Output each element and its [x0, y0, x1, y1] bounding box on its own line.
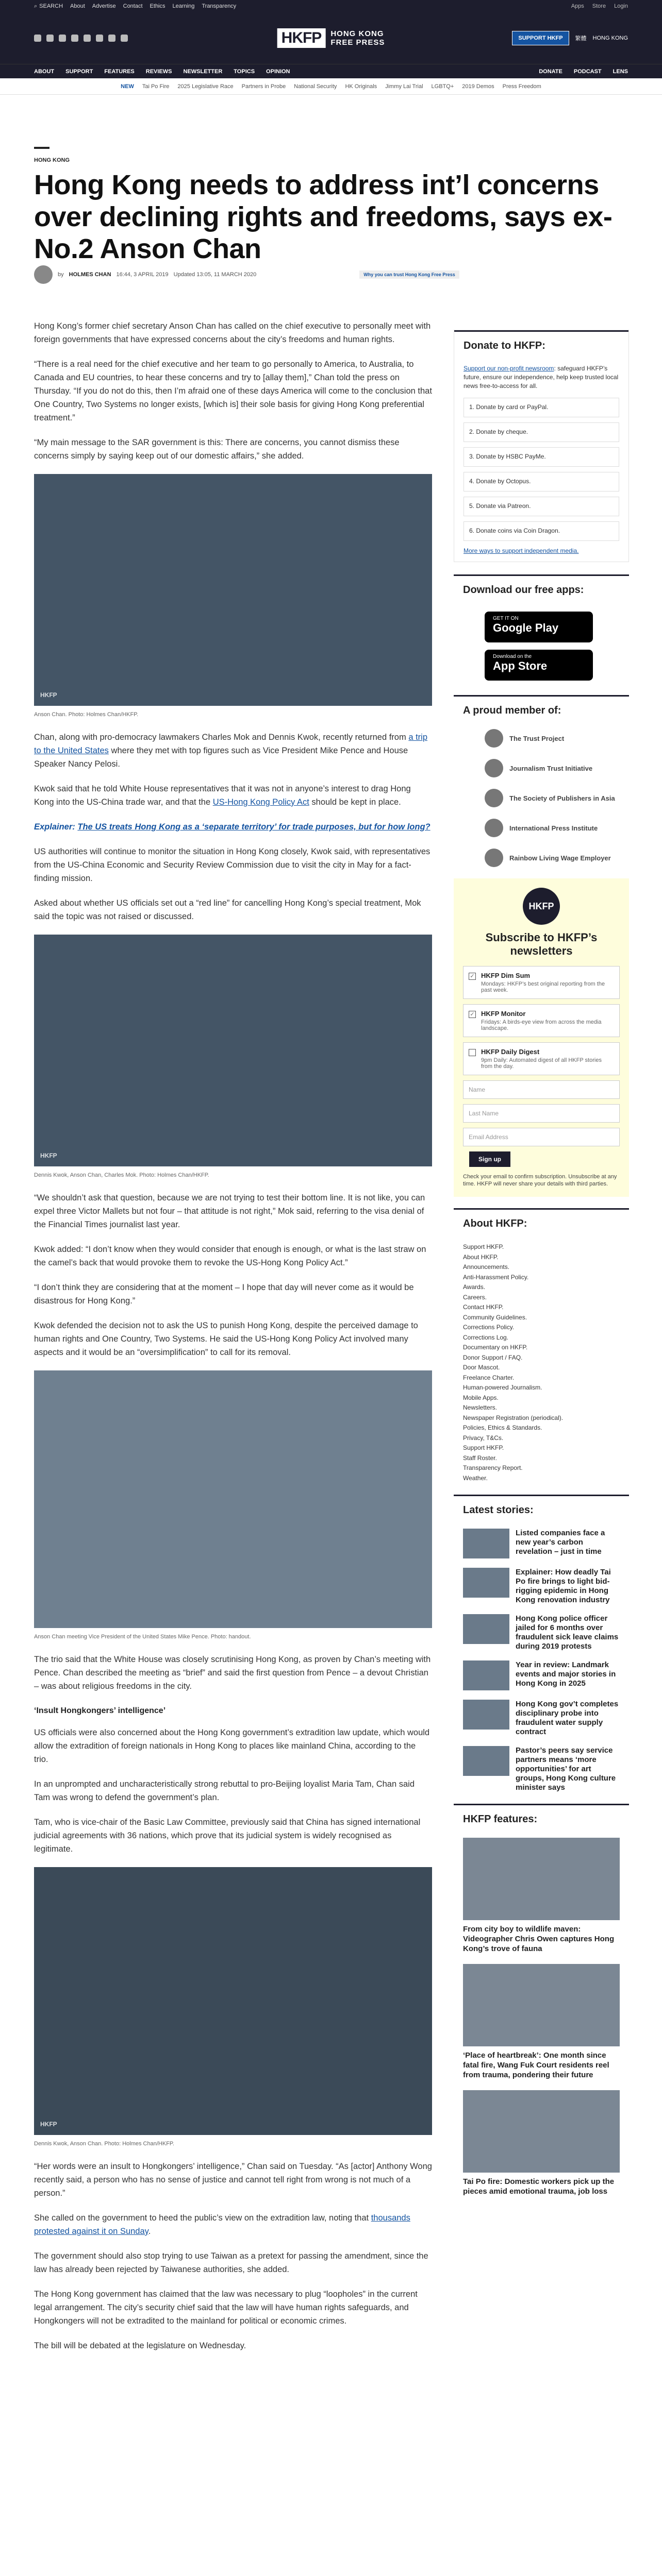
support-hkfp-button[interactable]: SUPPORT HKFP: [512, 31, 569, 45]
widget-title: Donate to HKFP:: [454, 330, 628, 360]
donate-option[interactable]: 3. Donate by HSBC PayMe.: [464, 447, 619, 467]
author-name[interactable]: HOLMES CHAN: [69, 272, 111, 278]
story-item[interactable]: Pastor’s peers say service partners means ‘more opportunities’ for art groups, Hong Kong culture minister says: [463, 1746, 620, 1792]
mail-icon[interactable]: [108, 35, 115, 42]
category-rule: [34, 147, 49, 149]
paragraph: “There is a real need for the chief executive and her team to go personally to America, to Australia, to Canada and EU countries, to hear these concerns and try to [allay them],” Chan told the press on Thursday. “If you do not do this, then I’m afraid one of these days America will come to the conclusion that One Country, Two Systems no longer exists, [which is] their sole basis for giving Hong Kong preferential treatment.”: [34, 360, 432, 422]
topbar-link-apps[interactable]: Apps: [571, 3, 584, 9]
donate-option[interactable]: 2. Donate by cheque.: [464, 422, 619, 442]
subheading: ‘Insult Hongkongers’ intelligence’: [34, 1706, 166, 1715]
explainer: Explainer: The US treats Hong Kong as a ‘separate territory’ for trade purposes, but for how long?: [34, 822, 431, 832]
name-field[interactable]: Name: [463, 1080, 620, 1099]
about-link[interactable]: Community Guidelines.: [463, 1313, 527, 1321]
photo-caption: Anson Chan. Photo: Holmes Chan/HKFP.: [34, 711, 139, 718]
paragraph: Kwok added: “I don’t know when they would consider that enough is enough, or what is the last straw on the camel’s back that would provoke them to revoke the US-Hong Kong Policy Act.”: [34, 1245, 426, 1267]
about-link[interactable]: Awards.: [463, 1283, 486, 1291]
x-twitter-icon[interactable]: [46, 35, 54, 42]
nav-newsletter[interactable]: NEWSLETTER: [183, 68, 223, 75]
search-button[interactable]: ⌕ SEARCH: [34, 3, 63, 9]
support-newsroom-link[interactable]: Support our non-profit newsroom: [464, 365, 554, 372]
trending-item[interactable]: Tai Po Fire: [142, 83, 170, 90]
newsletter-logo: HKFP: [523, 888, 560, 925]
nav-opinion[interactable]: OPINION: [266, 68, 290, 75]
article-body: [34, 319, 432, 2364]
inline-link[interactable]: a trip to the United States: [34, 733, 427, 755]
about-link[interactable]: Announcements.: [463, 1263, 510, 1270]
story-thumbnail: [463, 1746, 509, 1776]
about-link[interactable]: Corrections Log.: [463, 1333, 509, 1341]
paragraph: “Her words were an insult to Hongkongers’ intelligence,” Chan said on Tuesday. “As [actor] Anthony Wong recently said, a person who has no sense of justice and cannot tell right from wrong is not much of a person.”: [34, 2162, 432, 2198]
story-thumbnail: [463, 1700, 509, 1730]
feature-item[interactable]: From city boy to wildlife maven: Videographer Chris Owen captures Hong Kong’s trove of fauna: [463, 1838, 620, 1954]
member-jti[interactable]: Journalism Trust Initiative: [485, 759, 629, 777]
rainbow-logo: [485, 849, 503, 867]
topbar-link-login[interactable]: Login: [614, 3, 628, 9]
signup-button[interactable]: Sign up: [469, 1151, 510, 1167]
article-title: Hong Kong needs to address int’l concerns over declining rights and freedoms, says ex-No.2 Anson Chan: [34, 170, 613, 264]
feature-image: [463, 1838, 620, 1920]
article-category[interactable]: HONG KONG: [34, 157, 70, 163]
member-sopa[interactable]: The Society of Publishers in Asia: [485, 789, 629, 807]
ipi-logo: [485, 819, 503, 837]
checkbox[interactable]: ✓: [469, 1011, 476, 1018]
article-photo[interactable]: [34, 1370, 432, 1628]
paragraph: US authorities will continue to monitor the situation in Hong Kong closely, Kwok said, with representatives from the US-China Economic and Security Review Commission due to visit the city in May for a fact-finding mission.: [34, 847, 431, 883]
topbar-link-learning[interactable]: Learning: [172, 3, 195, 9]
paragraph: US officials were also concerned about the Hong Kong government’s extradition law update, which would allow the extradition of foreign nationals in Hong Kong to places like mainland China, according to the trio.: [34, 1728, 430, 1764]
photo-caption: Anson Chan meeting Vice President of the United States Mike Pence. Photo: handout.: [34, 1634, 251, 1640]
topbar-link-contact[interactable]: Contact: [123, 3, 143, 9]
about-link[interactable]: Privacy, T&Cs.: [463, 1434, 504, 1442]
paragraph: Kwok defended the decision not to ask the US to punish Hong Kong, despite the perceived damage to human rights and One Country, Two Systems. He said the US-Hong Kong Policy Act involved many aspects and it would be an “oversimplification” to call for its removal.: [34, 1321, 418, 1357]
social-links: [34, 35, 128, 42]
story-item[interactable]: Hong Kong police officer jailed for 6 months over fraudulent sick leave claims during 2019 protests: [463, 1614, 620, 1651]
donate-option[interactable]: 6. Donate coins via Coin Dragon.: [464, 521, 619, 541]
nav-features[interactable]: FEATURES: [104, 68, 135, 75]
trending-bar: [0, 78, 662, 95]
region-label: HONG KONG: [592, 35, 628, 41]
logo-mark: HKFP: [277, 28, 326, 48]
paragraph: “I don’t think they are considering that at the moment – I hope that day will never come as it would be disastrous for Hong Kong.”: [34, 1283, 414, 1306]
story-thumbnail: [463, 1568, 509, 1598]
about-link[interactable]: Newspaper Registration (periodical).: [463, 1414, 564, 1421]
topbar-link-transparency[interactable]: Transparency: [202, 3, 237, 9]
trending-item[interactable]: HK Originals: [345, 83, 377, 90]
trending-item[interactable]: Jimmy Lai Trial: [385, 83, 423, 90]
about-link[interactable]: Corrections Policy.: [463, 1324, 515, 1331]
about-link[interactable]: Weather.: [463, 1474, 488, 1482]
nav-topics[interactable]: TOPICS: [234, 68, 255, 75]
widget-title: Latest stories:: [454, 1495, 629, 1524]
trust-project-logo: [485, 729, 503, 748]
donate-widget: Donate to HKFP: Support our non-profit newsroom: safeguard HKFP’s future, ensure our independence, help keep trusted local news free-to-access for all. 1. Donate by card or PayPal. 2. Donate by cheque. 3. Donate by HSBC PayMe. 4. Donate by Octopus. 5. Donate via Patreon. 6. Donate coins via Coin Dragon. More ways to support independent media.: [454, 330, 629, 562]
feature-item[interactable]: Tai Po fire: Domestic workers pick up the pieces amid emotional trauma, job loss: [463, 2090, 620, 2196]
paragraph: The Hong Kong government has claimed that the law was necessary to plug “loopholes” in the current legal arrangement. The city’s security chief said that the law will have human rights safeguards, and Hongkongers will not be extradited to the mainland for political or economic crimes.: [34, 2290, 418, 2326]
topbar-link-about[interactable]: About: [70, 3, 85, 9]
paragraph: She called on the government to heed the public’s view on the extradition law, noting that thousands protested against it on Sunday.: [34, 2213, 410, 2236]
nav-reviews[interactable]: REVIEWS: [145, 68, 172, 75]
about-link[interactable]: Careers.: [463, 1293, 487, 1301]
nav-podcast[interactable]: PODCAST: [573, 68, 602, 75]
memberships-widget: [454, 695, 629, 867]
topbar-link-store[interactable]: Store: [592, 3, 606, 9]
paragraph: Tam, who is vice-chair of the Basic Law Committee, previously said that China has signed international judicial agreements with 36 nations, which prove that its judicial system is widely recognised as legitimate.: [34, 1818, 421, 1854]
instagram-icon[interactable]: [59, 35, 66, 42]
about-link[interactable]: Human-powered Journalism.: [463, 1384, 542, 1391]
paragraph: Asked about whether US officials set out a “red line” for cancelling Hong Kong’s special treatment, Mok said the topic was not raised or discussed.: [34, 899, 421, 921]
nav-about[interactable]: ABOUT: [34, 68, 55, 75]
latest-stories-widget: [454, 1495, 629, 1792]
inline-link[interactable]: US-Hong Kong Policy Act: [212, 798, 309, 807]
nav-support[interactable]: SUPPORT: [65, 68, 93, 75]
about-link[interactable]: Support HKFP.: [463, 1444, 504, 1451]
about-link[interactable]: Newsletters.: [463, 1404, 498, 1411]
nav-donate[interactable]: DONATE: [539, 68, 562, 75]
telegram-icon[interactable]: [96, 35, 103, 42]
newsletter-widget: [454, 878, 629, 1197]
checkbox[interactable]: [469, 1049, 476, 1056]
about-link[interactable]: Staff Roster.: [463, 1454, 497, 1462]
about-link[interactable]: Mobile Apps.: [463, 1394, 499, 1401]
paragraph: Kwok said that he told White House representatives that it was not in anyone’s interest to drag Hong Kong into the US-China trade war, and that the US-Hong Kong Policy Act should be kept in place.: [34, 784, 411, 807]
paragraph: “We shouldn’t ask that question, because we are not trying to test their bottom line. It is not like, you can expel three Victor Mallets but not four – that attitude is not right,” Mok said, referring to the visa denial of the Financial Times journalist last year.: [34, 1193, 425, 1229]
article-photo[interactable]: HKFP: [34, 474, 432, 706]
google-play-button[interactable]: GET IT ON Google Play: [485, 612, 593, 642]
inline-link[interactable]: thousands protested against it on Sunday: [34, 2213, 410, 2236]
about-link[interactable]: Support HKFP.: [463, 1243, 504, 1250]
feature-image: [463, 2090, 620, 2173]
donate-option[interactable]: 4. Donate by Octopus.: [464, 472, 619, 492]
about-link[interactable]: Donor Support / FAQ.: [463, 1353, 523, 1361]
trust-banner[interactable]: Why you can trust Hong Kong Free Press: [359, 270, 459, 279]
main-nav: [0, 64, 662, 78]
about-link[interactable]: Freelance Charter.: [463, 1374, 515, 1381]
trending-item[interactable]: 2025 Legislative Race: [177, 83, 234, 90]
topbar-link-ethics[interactable]: Ethics: [150, 3, 166, 9]
paragraph: In an unprompted and uncharacteristically strong rebuttal to pro-Beijing loyalist Maria Tam, Chan said Tam was wrong to defend the government’s plan.: [34, 1780, 415, 1802]
trending-item[interactable]: LGBTQ+: [431, 83, 454, 90]
about-link[interactable]: Policies, Ethics & Standards.: [463, 1424, 542, 1431]
photo-caption: Dennis Kwok, Anson Chan, Charles Mok. Photo: Holmes Chan/HKFP.: [34, 1172, 209, 1178]
story-thumbnail: [463, 1614, 509, 1644]
story-item[interactable]: Listed companies face a new year’s carbon revelation – just in time: [463, 1529, 620, 1558]
checkbox[interactable]: ✓: [469, 973, 476, 980]
widget-title: A proud member of:: [454, 695, 629, 725]
widget-title: HKFP features:: [454, 1804, 629, 1834]
article-photo[interactable]: HKFP: [34, 935, 432, 1166]
trending-new-label: NEW: [121, 83, 134, 90]
paragraph: The government should also stop trying to use Taiwan as a pretext for passing the amendment, since the law has already been rejected by Taiwanese authorities, she added.: [34, 2251, 428, 2274]
facebook-icon[interactable]: [34, 35, 41, 42]
newsletter-fineprint: Check your email to confirm subscription. Unsubscribe at any time. HKFP will never share your details with third parties.: [463, 1174, 617, 1187]
app-store-button[interactable]: Download on the App Store: [485, 650, 593, 681]
paragraph: Hong Kong’s former chief secretary Anson Chan has called on the chief executive to personally meet with foreign governments that have expressed concerns about the city’s freedoms and human rights.: [34, 321, 431, 344]
about-link[interactable]: Documentary on HKFP.: [463, 1344, 528, 1351]
updated-date: Updated 13:05, 11 MARCH 2020: [173, 272, 257, 278]
story-thumbnail: [463, 1660, 509, 1690]
paragraph: The bill will be debated at the legislature on Wednesday.: [34, 2341, 246, 2350]
member-rainbow[interactable]: Rainbow Living Wage Employer: [485, 849, 629, 867]
story-thumbnail: [463, 1529, 509, 1558]
member-trust-project[interactable]: The Trust Project: [485, 729, 629, 748]
apps-widget: [454, 574, 629, 681]
trending-item[interactable]: Press Freedom: [502, 83, 541, 90]
about-link[interactable]: About HKFP.: [463, 1253, 499, 1261]
newsletter-option[interactable]: ✓ HKFP Monitor Fridays: A birds-eye view from across the media landscape.: [463, 1004, 620, 1037]
top-utility-bar: [0, 0, 662, 12]
features-widget: [454, 1804, 629, 2196]
byline: by HOLMES CHAN 16:44, 3 APRIL 2019 Updated 13:05, 11 MARCH 2020 Why you can trust Hong Kong Free Press: [34, 265, 459, 284]
youtube-icon[interactable]: [84, 35, 91, 42]
paragraph: Chan, along with pro-democracy lawmakers Charles Mok and Dennis Kwok, recently returned from a trip to the United States where they met with top figures such as Vice President Mike Pence and House Speaker Nancy Pelosi.: [34, 733, 427, 769]
last-name-field[interactable]: Last Name: [463, 1104, 620, 1123]
trending-item[interactable]: Partners in Probe: [241, 83, 286, 90]
about-widget: [454, 1208, 629, 1483]
more-ways-link[interactable]: More ways to support independent media.: [464, 547, 579, 554]
photo-caption: Dennis Kwok, Anson Chan. Photo: Holmes Chan/HKFP.: [34, 2141, 174, 2147]
about-link[interactable]: Transparency Report.: [463, 1464, 523, 1471]
story-item[interactable]: Explainer: How deadly Tai Po fire brings to light bid-rigging epidemic in Hong Kong renovation industry: [463, 1568, 620, 1605]
trending-item[interactable]: 2019 Demos: [462, 83, 494, 90]
newsletter-title: Subscribe to HKFP’s newsletters: [485, 931, 598, 957]
about-link[interactable]: Anti-Harassment Policy.: [463, 1273, 529, 1281]
feature-image: [463, 1964, 620, 2046]
jti-logo: [485, 759, 503, 777]
email-field[interactable]: Email Address: [463, 1128, 620, 1146]
newsletter-option[interactable]: HKFP Daily Digest 9pm Daily: Automated digest of all HKFP stories from the day.: [463, 1042, 620, 1075]
paragraph: The trio said that the White House was closely scrutinising Hong Kong, as proven by Chan’s meeting with Pence. Chan described the meeting as “brief” and said the first question from Pence – a devout Christian – was about religious freedoms in the city.: [34, 1655, 431, 1691]
story-item[interactable]: Hong Kong gov’t completes disciplinary probe into fraudulent water supply contract: [463, 1700, 620, 1737]
sopa-logo: [485, 789, 503, 807]
publish-date: 16:44, 3 APRIL 2019: [116, 272, 169, 278]
member-ipi[interactable]: International Press Institute: [485, 819, 629, 837]
site-header: [0, 12, 662, 64]
site-logo[interactable]: [277, 28, 385, 48]
widget-title: Download our free apps:: [454, 574, 629, 604]
article-photo[interactable]: HKFP: [34, 1867, 432, 2135]
rss-icon[interactable]: [121, 35, 128, 42]
language-switch[interactable]: 繁體: [575, 36, 587, 42]
paragraph: “My main message to the SAR government is this: There are concerns, you cannot dismiss these concerns simply by saying keep out of our domestic affairs,” she added.: [34, 438, 400, 461]
nav-lens[interactable]: LENS: [613, 68, 628, 75]
sidebar: [454, 330, 629, 2207]
widget-title: About HKFP:: [454, 1208, 629, 1238]
trending-item[interactable]: National Security: [294, 83, 337, 90]
about-link[interactable]: Door Mascot.: [463, 1364, 500, 1371]
donate-option[interactable]: 5. Donate via Patreon.: [464, 497, 619, 516]
topbar-link-advertise[interactable]: Advertise: [92, 3, 116, 9]
search-icon: ⌕: [34, 3, 38, 9]
logo-text: HONG KONG FREE PRESS: [330, 29, 385, 47]
feature-item[interactable]: ‘Place of heartbreak’: One month since fatal fire, Wang Fuk Court residents reel from trauma, pondering their future: [463, 1964, 620, 2080]
newsletter-option[interactable]: ✓ HKFP Dim Sum Mondays: HKFP’s best original reporting from the past week.: [463, 966, 620, 999]
donate-option[interactable]: 1. Donate by card or PayPal.: [464, 398, 619, 417]
threads-icon[interactable]: [71, 35, 78, 42]
about-link[interactable]: Contact HKFP.: [463, 1303, 504, 1311]
story-item[interactable]: Year in review: Landmark events and major stories in Hong Kong in 2025: [463, 1660, 620, 1690]
author-avatar: [34, 265, 53, 284]
explainer-link[interactable]: The US treats Hong Kong as a ‘separate territory’ for trade purposes, but for how long?: [77, 822, 431, 832]
